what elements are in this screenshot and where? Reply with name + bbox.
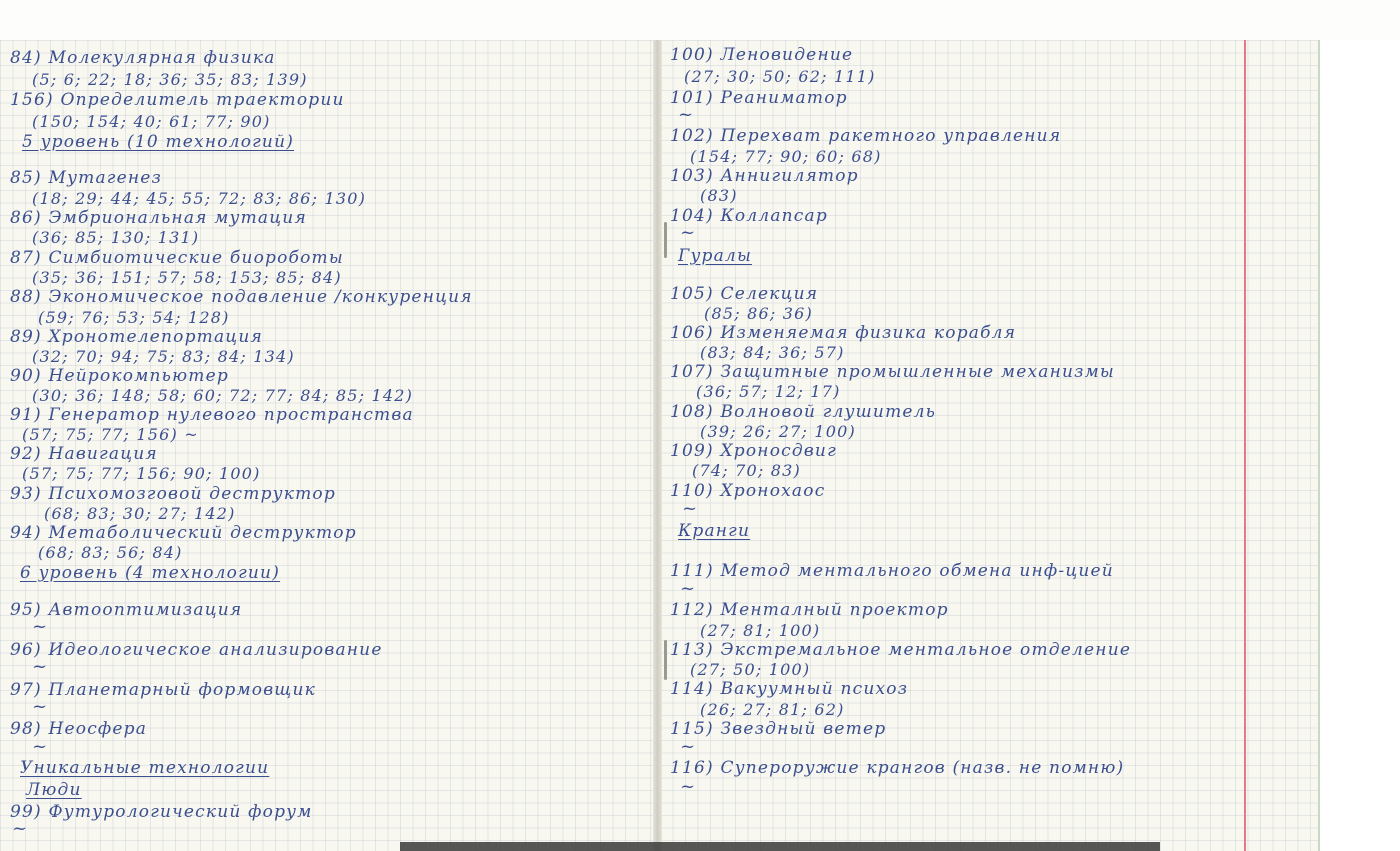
left-line-15: (32; 70; 94; 75; 83; 84; 134) — [32, 347, 295, 366]
left-line-14: 89) Хронотелепортация — [10, 327, 263, 347]
right-line-16: 107) Защитные промышленные механизмы — [670, 362, 1115, 382]
left-line-29: 96) Идеологическое анализирование — [10, 640, 383, 660]
left-line-31: 97) Планетарный формовщик — [10, 680, 317, 700]
right-line-9: 104) Коллапсар — [670, 206, 828, 226]
left-line-8: 86) Эмбриональная мутация — [10, 208, 307, 228]
right-line-19: (39; 26; 27; 100) — [700, 422, 856, 441]
left-line-21: (57; 75; 77; 156; 90; 100) — [22, 464, 261, 483]
left-line-30: ~ — [32, 656, 49, 677]
left-line-23: (68; 83; 30; 27; 142) — [44, 504, 236, 523]
staple-top — [664, 222, 667, 258]
left-line-28: ~ — [32, 616, 49, 637]
right-line-34: ~ — [680, 736, 697, 757]
left-line-9: (36; 85; 130; 131) — [32, 228, 200, 247]
right-line-36: ~ — [680, 776, 697, 797]
left-line-6: 85) Мутагенез — [10, 168, 162, 188]
right-line-4: ~ — [678, 104, 695, 125]
right-line-10: ~ — [680, 222, 697, 243]
right-line-22: 110) Хронохаос — [670, 481, 826, 501]
right-line-14: 106) Изменяемая физика корабля — [670, 323, 1017, 343]
left-line-11: (35; 36; 151; 57; 58; 153; 85; 84) — [32, 268, 342, 287]
left-heading-unique: Уникальные технологии — [20, 758, 270, 778]
right-line-13: (85; 86; 36) — [704, 304, 813, 323]
right-line-20: 109) Хроносдвиг — [670, 441, 837, 461]
right-line-7: 103) Аннигилятор — [670, 166, 859, 186]
left-line-12: 88) Экономическое подавление /конкуренция — [10, 287, 473, 307]
left-line-22: 93) Психомозговой деструктор — [10, 484, 336, 504]
left-line-10: 87) Симбиотические биороботы — [10, 248, 344, 268]
left-line-24: 94) Метаболический деструктор — [10, 523, 357, 543]
right-line-6: (154; 77; 90; 60; 68) — [690, 147, 882, 166]
left-heading-level-6: 6 уровень (4 технологии) — [20, 563, 281, 583]
right-line-17: (36; 57; 12; 17) — [696, 382, 841, 401]
left-line-37: 99) Футурологический форум — [10, 802, 313, 822]
right-heading-krangs: Кранги — [678, 521, 751, 541]
right-line-5: 102) Перехват ракетного управления — [670, 126, 1062, 146]
left-line-18: 91) Генератор нулевого пространства — [10, 405, 414, 425]
right-line-3: 101) Реаниматор — [670, 88, 848, 108]
right-line-15: (83; 84; 36; 57) — [700, 343, 845, 362]
right-line-29: 113) Экстремальное ментальное отделение — [670, 640, 1132, 660]
left-heading-people: Люди — [26, 780, 82, 800]
right-line-18: 108) Волновой глушитель — [670, 402, 937, 422]
left-line-4: (150; 154; 40; 61; 77; 90) — [32, 112, 271, 131]
right-line-2: (27; 30; 50; 62; 111) — [684, 67, 876, 86]
right-line-23: ~ — [682, 498, 699, 519]
left-line-38: ~ — [12, 818, 29, 839]
left-line-25: (68; 83; 56; 84) — [38, 543, 183, 562]
staple-bottom — [664, 640, 667, 680]
right-line-12: 105) Селекция — [670, 284, 819, 304]
right-line-27: 112) Менталный проектор — [670, 600, 949, 620]
left-line-17: (30; 36; 148; 58; 60; 72; 77; 84; 85; 142) — [32, 386, 414, 405]
right-line-25: 111) Метод ментального обмена инф-цией — [670, 561, 1114, 581]
right-line-35: 116) Супероружие крангов (назв. не помню) — [670, 758, 1125, 778]
left-line-3: 156) Определитель траектории — [10, 90, 345, 110]
right-line-32: (26; 27; 81; 62) — [700, 700, 845, 719]
right-line-21: (74; 70; 83) — [692, 461, 801, 480]
notebook-binding — [653, 40, 662, 851]
left-line-33: 98) Неосфера — [10, 719, 148, 739]
right-line-31: 114) Вакуумный психоз — [670, 679, 909, 699]
left-line-1: 84) Молекулярная физика — [10, 48, 276, 68]
right-line-33: 115) Звездный ветер — [670, 719, 887, 739]
left-line-20: 92) Навигация — [10, 444, 158, 464]
right-line-1: 100) Леновидение — [670, 45, 854, 65]
left-line-16: 90) Нейрокомпьютер — [10, 366, 229, 386]
margin-line — [1244, 40, 1246, 851]
left-line-32: ~ — [32, 696, 49, 717]
left-line-27: 95) Автооптимизация — [10, 600, 243, 620]
right-line-30: (27; 50; 100) — [690, 660, 811, 679]
right-line-28: (27; 81; 100) — [700, 621, 821, 640]
scan-shadow — [400, 842, 1160, 851]
left-line-19: (57; 75; 77; 156) ~ — [22, 425, 199, 444]
right-heading-gurals: Гуралы — [678, 246, 753, 266]
left-line-13: (59; 76; 53; 54; 128) — [38, 308, 230, 327]
left-line-2: (5; 6; 22; 18; 36; 35; 83; 139) — [32, 70, 308, 89]
left-line-34: ~ — [32, 736, 49, 757]
left-heading-level-5: 5 уровень (10 технологий) — [22, 132, 295, 152]
right-line-26: ~ — [680, 578, 697, 599]
left-line-7: (18; 29; 44; 45; 55; 72; 83; 86; 130) — [32, 189, 367, 208]
right-line-8: (83) — [700, 186, 738, 205]
blank-strip — [1320, 40, 1400, 851]
